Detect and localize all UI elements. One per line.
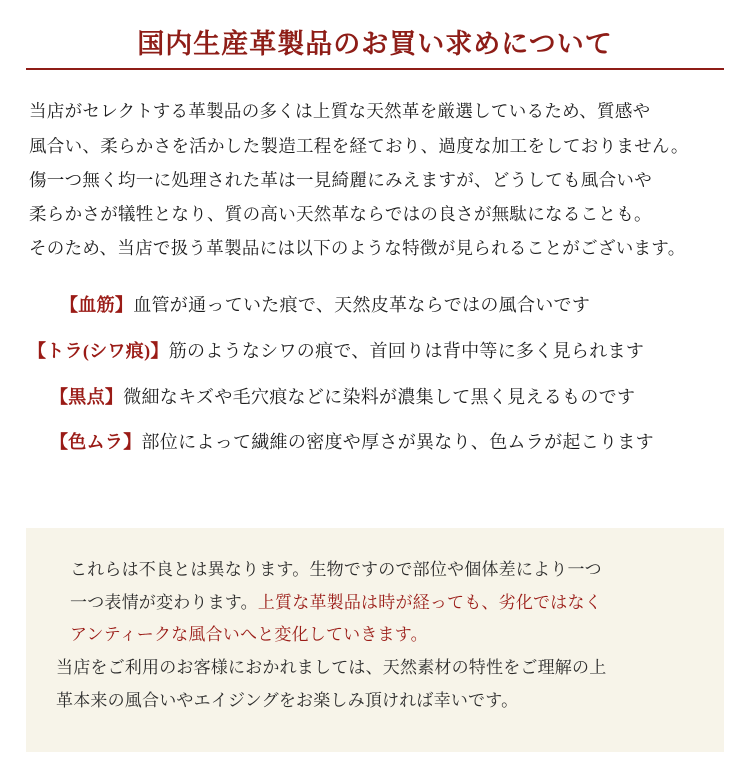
note-text: 革本来の風合いやエイジングをお楽しみ頂ければ幸いです。 <box>56 690 519 710</box>
page-title: 国内生産革製品のお買い求めについて <box>137 29 613 59</box>
feature-description: 部位によって繊維の密度や厚さが異なり、色ムラが起こります <box>141 432 654 453</box>
note-line <box>56 652 694 685</box>
note-text: 一つ表情が変わります。 <box>70 592 258 612</box>
note-text: 当店をご利用のお客様におかれましては、天然素材の特性をご理解の上 <box>56 657 607 677</box>
feature-list <box>26 291 724 457</box>
feature-description: 微細なキズや毛穴痕などに染料が濃集して黒く見えるものです <box>123 386 636 407</box>
note-text-highlight: 上質な革製品は時が経っても、劣化ではなく <box>257 592 602 612</box>
intro-paragraph <box>26 94 724 265</box>
feature-item <box>28 291 722 320</box>
intro-line: そのため、当店で扱う革製品には以下のような特徴が見られることがございます。 <box>29 237 686 258</box>
intro-line: 風合い、柔らかさを活かした製造工程を経ており、過度な加工をしておりません。 <box>29 135 689 156</box>
intro-line: 柔らかさが犠牲となり、質の高い天然革ならではの良さが無駄になることも。 <box>29 203 652 224</box>
intro-line: 傷一つ無く均一に処理された革は一見綺麗にみえますが、どうしても風合いや <box>29 169 652 190</box>
feature-description: 筋のようなシワの痕で、首回りは背中等に多く見られます <box>168 340 645 361</box>
note-line <box>56 587 694 620</box>
feature-item <box>28 428 722 457</box>
feature-tag: 【血筋】 <box>60 295 134 316</box>
feature-tag: 【黒点】 <box>50 386 124 407</box>
feature-item <box>28 337 722 366</box>
note-line <box>56 619 694 652</box>
document-page <box>0 28 750 778</box>
title-section <box>26 28 724 70</box>
note-text-highlight: アンティークな風合いへと変化していきます。 <box>70 625 428 645</box>
feature-tag: 【トラ(シワ痕)】 <box>28 340 169 361</box>
note-text: これらは不良とは異なります。生物ですので部位や個体差により一つ <box>70 560 602 579</box>
closing-note-box <box>26 528 724 752</box>
note-line <box>56 554 694 587</box>
feature-description: 血管が通っていた痕で、天然皮革ならではの風合いです <box>133 295 591 316</box>
feature-item <box>28 383 722 412</box>
intro-line: 当店がセレクトする革製品の多くは上質な天然革を厳選しているため、質感や <box>29 101 651 122</box>
feature-tag: 【色ムラ】 <box>50 432 142 453</box>
note-line <box>56 685 694 718</box>
